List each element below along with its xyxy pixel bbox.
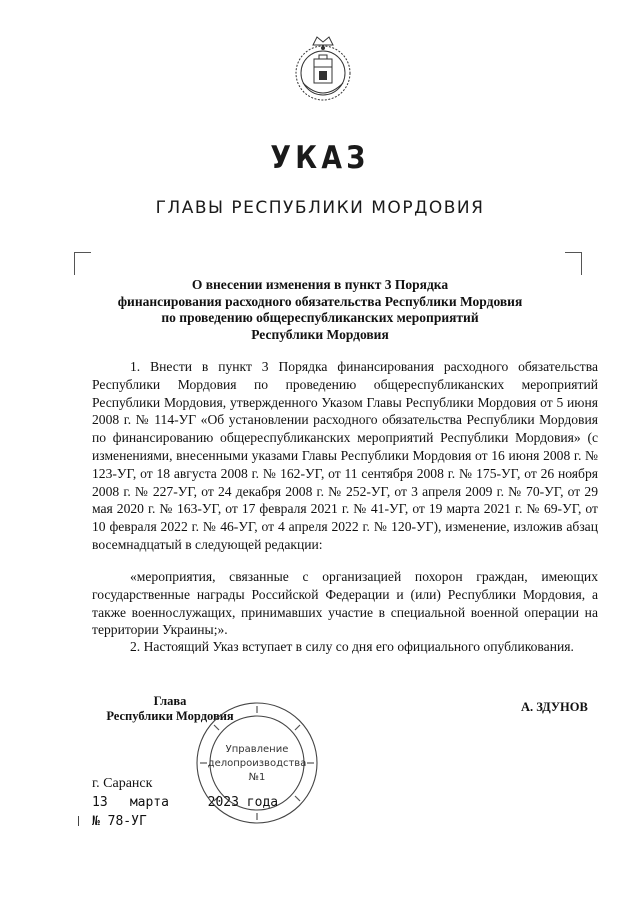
- signatory-role-line: Глава: [153, 694, 187, 708]
- document-type: УКАЗ: [270, 140, 370, 176]
- corner-mark-right: [565, 252, 582, 275]
- paragraph-2: 2. Настоящий Указ вступает в силу со дня его официального опубликования.: [130, 639, 574, 654]
- date-month: марта: [129, 795, 169, 810]
- signatory-name: А. ЗДУНОВ: [521, 700, 588, 714]
- signatory-role-line: Республики Мордовия: [106, 709, 234, 723]
- stamp-text-line: Управление: [225, 744, 289, 755]
- decree-number: № 78-УГ: [92, 814, 147, 829]
- margin-tick: [78, 816, 79, 826]
- decree-title: [80, 277, 560, 343]
- date-year: 2023 года: [207, 795, 279, 810]
- issuer-title: ГЛАВЫ РЕСПУБЛИКИ МОРДОВИЯ: [155, 198, 485, 218]
- date-of-signing: [92, 795, 278, 810]
- stamp-text-line: №1: [248, 772, 266, 783]
- title-line: по проведению общереспубликанских мероприятий: [161, 310, 479, 325]
- title-line: финансирования расходного обязательства Республики Мордовия: [117, 293, 523, 309]
- title-line: Республики Мордовия: [251, 326, 389, 342]
- place-of-signing: г. Саранск: [92, 776, 153, 791]
- quoted-amendment: «мероприятия, связанные с организацией похорон граждан, имеющих государственные награды Российской Федерации и (или) Республики Мордовия, а также военнослужащих, принимавших участие в специальной военной операции на территории Украины;».: [92, 569, 598, 638]
- corner-mark-left: [74, 252, 91, 275]
- paragraph-1: 1. Внести в пункт 3 Порядка финансирования расходного обязательства Республики Мордовия по проведению общереспубликанских мероприятий Республики Мордовия, утвержденного Указом Главы Республики Мордовия от 5 июня 2008 г. № 114-УГ «Об установлении расходного обязательства Республики Мордовия по финансированию общереспубликанских мероприятий Республики Мордовия» (с изменениями, внесенными указами Главы Республики Мордовия от 16 июня 2008 г. № 123-УГ, от 18 августа 2008 г. № 162-УГ, от 11 сентября 2008 г. № 175-УГ, от 26 ноября 2008 г. № 227-УГ, от 24 декабря 2008 г. № 252-УГ, от 3 апреля 2009 г. № 70-УГ, от 29 мая 2020 г. № 163-УГ, от 17 февраля 2021 г. № 41-УГ, от 19 марта 2021 г. № 69-УГ, от 10 февраля 2022 г. № 46-УГ, от 4 апреля 2022 г. № 120-УГ), изменение, изложив абзац восемнадцатый в следующей редакции:: [92, 359, 598, 552]
- date-day: 13: [92, 795, 108, 810]
- stamp-text-line: делопроизводства: [207, 758, 307, 769]
- title-line: О внесении изменения в пункт 3 Порядка: [191, 277, 449, 292]
- coat-of-arms-emblem: [291, 33, 355, 105]
